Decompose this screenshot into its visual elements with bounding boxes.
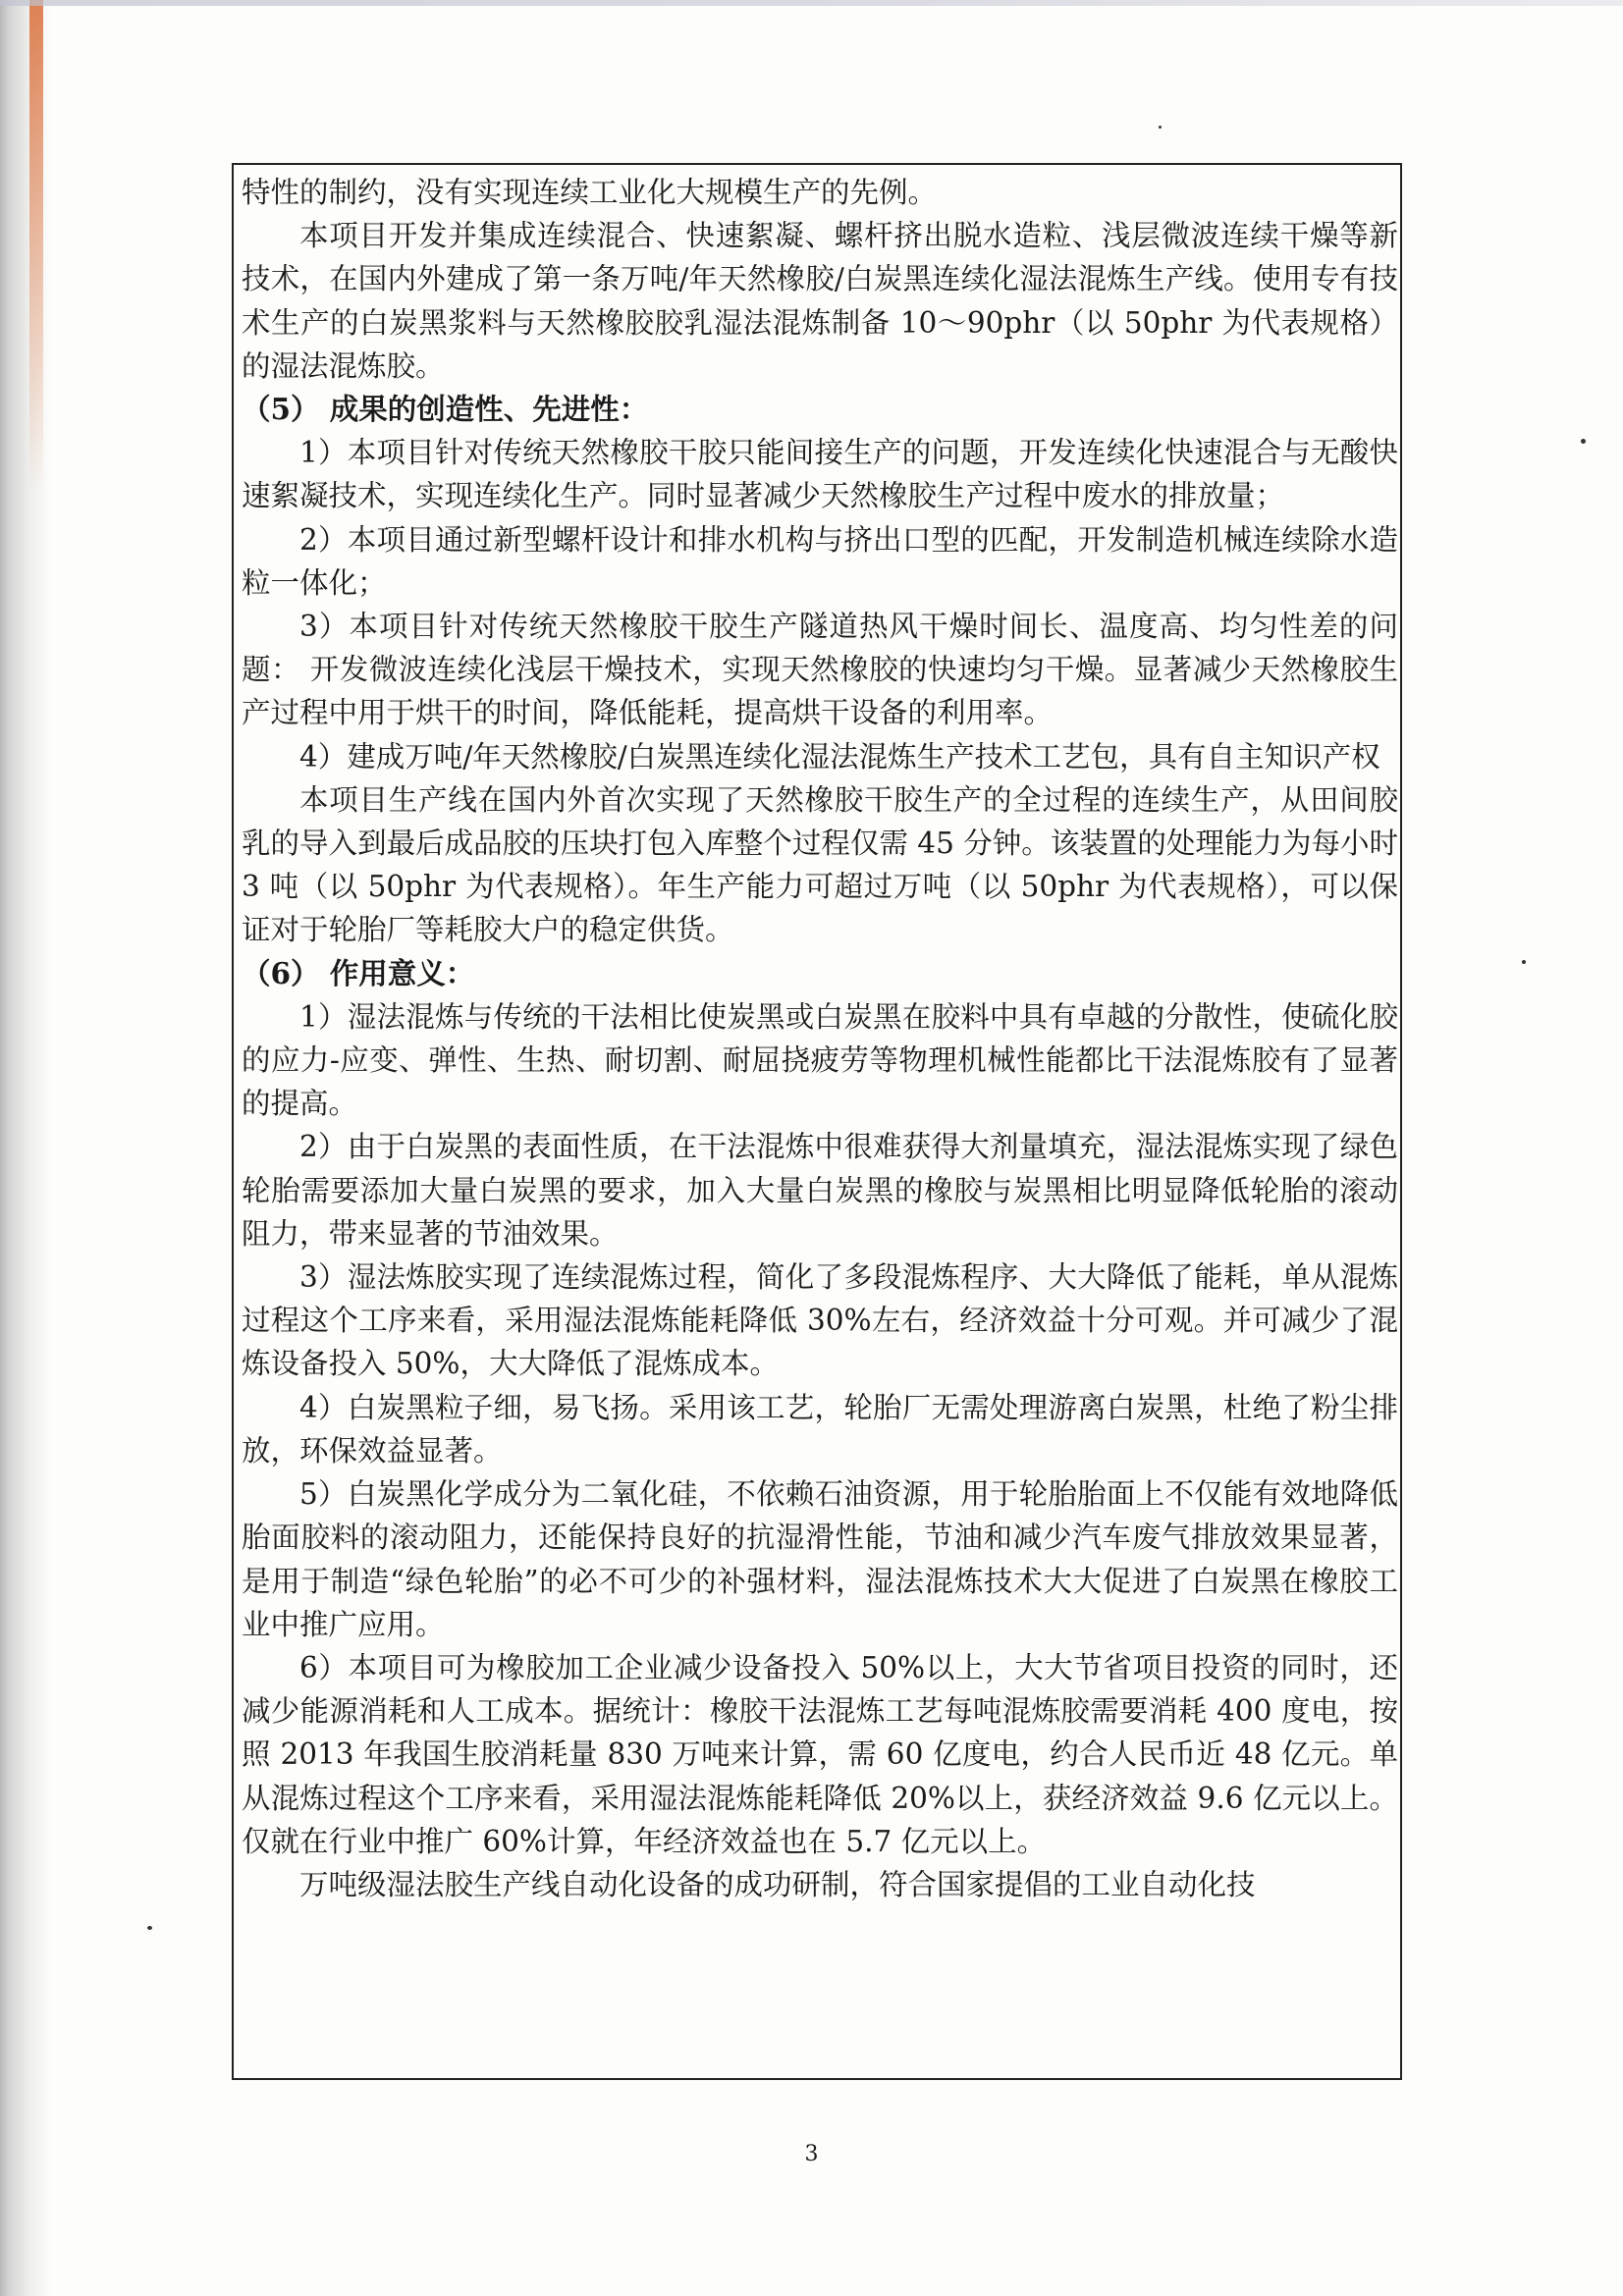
scan-speck	[147, 1926, 152, 1930]
page-number: 3	[804, 2142, 819, 2166]
paragraph-item-6-1: 1）湿法混炼与传统的干法相比使炭黑或白炭黑在胶料中具有卓越的分散性，使硫化胶的应力-应变、弹性、生热、耐切割、耐屈挠疲劳等物理机械性能都比干法混炼胶有了显著的提高。	[242, 999, 1398, 1121]
scan-speck	[1159, 126, 1162, 129]
paragraph-project-intro: 本项目开发并集成连续混合、快速絮凝、螺杆挤出脱水造粒、浅层微波连续干燥等新技术，在国内外建成了第一条万吨/年天然橡胶/白炭黑连续化湿法混炼生产线。使用专有技术生产的白炭黑浆料与天然橡胶胶乳湿法混炼制备 10～90phr（以 50phr 为代表规格）的湿法混炼胶。	[242, 219, 1398, 383]
scan-speck	[1581, 439, 1586, 444]
scan-speck	[1522, 960, 1526, 964]
paragraph-item-6-5: 5）白炭黑化学成分为二氧化硅，不依赖石油资源，用于轮胎胎面上不仅能有效地降低胎面胶料的滚动阻力，还能保持良好的抗湿滑性能，节油和减少汽车废气排放效果显著，是用于制造“绿色轮胎”的必不可少的补强材料，湿法混炼技术大大促进了白炭黑在橡胶工业中推广应用。	[242, 1477, 1398, 1641]
paragraph-production-line: 本项目生产线在国内外首次实现了天然橡胶干胶生产的全过程的连续生产，从田间胶乳的导入到最后成品胶的压块打包入库整个过程仅需 45 分钟。该装置的处理能力为每小时 3 吨（以 50phr 为代表规格）。年生产能力可超过万吨（以 50phr 为代表规格），可以保证对于轮胎厂等耗胶大户的稳定供货。	[242, 782, 1398, 947]
paragraph-item-6-4: 4）白炭黑粒子细，易飞扬。采用该工艺，轮胎厂无需处理游离白炭黑，杜绝了粉尘排放，环保效益显著。	[242, 1390, 1398, 1468]
scan-top-edge	[0, 0, 1623, 6]
paragraph-continuation: 特性的制约，没有实现连续工业化大规模生产的先例。	[242, 176, 938, 209]
paragraph-item-5-2: 2）本项目通过新型螺杆设计和排水机构与挤出口型的匹配，开发制造机械连续除水造粒一体化；	[242, 522, 1398, 600]
paragraph-item-6-3: 3）湿法炼胶实现了连续混炼过程，简化了多段混炼程序、大大降低了能耗，单从混炼过程这个工序来看，采用湿法混炼能耗降低 30%左右，经济效益十分可观。并可减少了混炼设备投入 50%，大大降低了混炼成本。	[242, 1260, 1398, 1381]
paragraph-item-5-3: 3）本项目针对传统天然橡胶干胶生产隧道热风干燥时间长、温度高、均匀性差的问题： 开发微波连续化浅层干燥技术，实现天然橡胶的快速均匀干燥。显著减少天然橡胶生产过程中用于烘干的时间，降低能耗，提高烘干设备的利用率。	[242, 610, 1398, 730]
paragraph-item-5-1: 1）本项目针对传统天然橡胶干胶只能间接生产的问题，开发连续化快速混合与无酸快速絮凝技术，实现连续化生产。同时显著减少天然橡胶生产过程中废水的排放量；	[242, 436, 1398, 513]
section-heading-6: （6） 作用意义：	[242, 955, 475, 990]
text-box-content	[242, 171, 1398, 2075]
paragraph-item-6-6: 6）本项目可为橡胶加工企业减少设备投入 50%以上，大大节省项目投资的同时，还减少能源消耗和人工成本。据统计：橡胶干法混炼工艺每吨混炼胶需要消耗 400 度电，按照 2013 年我国生胶消耗量 830 万吨来计算，需 60 亿度电，约合人民币近 48 亿元。单从混炼过程这个工序来看，采用湿法混炼能耗降低 20%以上，获经济效益 9.6 亿元以上。仅就在行业中推广 60%计算，年经济效益也在 5.7 亿元以上。	[242, 1650, 1398, 1858]
scan-left-edge-mark	[29, 0, 43, 491]
section-heading-5: （5） 成果的创造性、先进性：	[242, 392, 649, 427]
paragraph-item-6-2: 2）由于白炭黑的表面性质，在干法混炼中很难获得大剂量填充，湿法混炼实现了绿色轮胎需要添加大量白炭黑的要求，加入大量白炭黑的橡胶与炭黑相比明显降低轮胎的滚动阻力，带来显著的节油效果。	[242, 1130, 1398, 1251]
paragraph-automation: 万吨级湿法胶生产线自动化设备的成功研制，符合国家提倡的工业自动化技	[299, 1867, 1256, 1901]
paragraph-item-5-4: 4）建成万吨/年天然橡胶/白炭黑连续化湿法混炼生产技术工艺包，具有自主知识产权	[299, 739, 1380, 774]
scan-left-edge-shadow	[0, 0, 51, 2296]
